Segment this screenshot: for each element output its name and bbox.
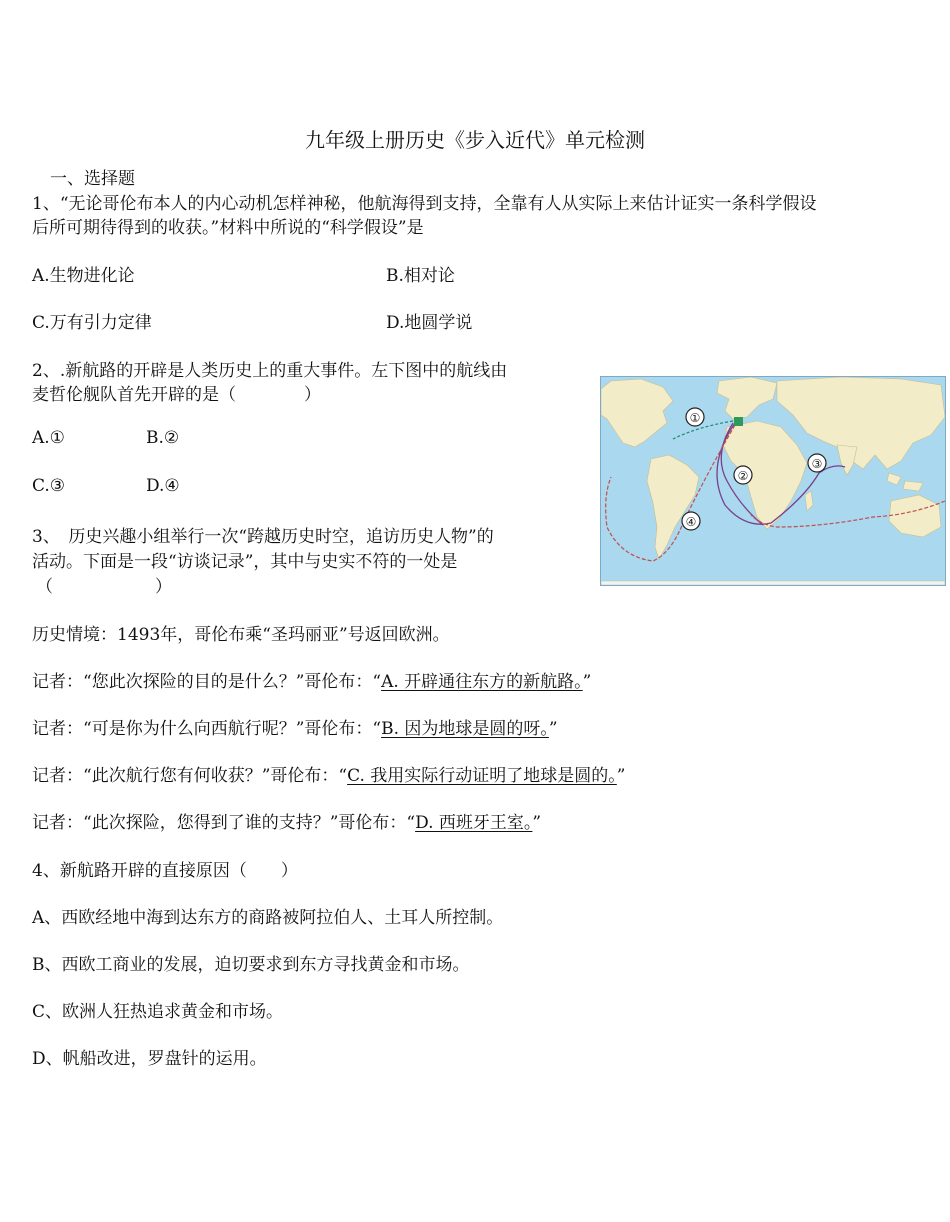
q2-option-c: C.③ [32, 476, 66, 496]
navigation-routes-map [600, 376, 946, 586]
q4-option-d: D、帆船改进，罗盘针的运用。 [32, 1049, 267, 1069]
q1-option-d: D.地圆学说 [386, 313, 473, 333]
dialog-answer: C. 我用实际行动证明了地球是圆的。 [347, 766, 617, 786]
q2-option-a: A.① [32, 428, 65, 448]
q1-option-a: A.生物进化论 [32, 266, 135, 286]
q1-option-b: B.相对论 [386, 266, 455, 286]
route-marker-4 [682, 512, 700, 530]
svg-text:②: ② [737, 469, 749, 483]
route-marker-2 [734, 466, 752, 484]
q3-dialog-c [32, 761, 626, 786]
dialog-close-quote: ” [548, 719, 558, 739]
section-heading: 一、选择题 [50, 169, 135, 189]
dialog-question: 记者：“此次航行您有何收获？”哥伦布：“ [32, 766, 348, 786]
dialog-answer: B. 因为地球是圆的呀。 [381, 719, 549, 739]
q4-option-b: B、西欧工商业的发展，迫切要求到东方寻找黄金和市场。 [32, 955, 470, 975]
dialog-question: 记者：“此次探险，您得到了谁的支持？”哥伦布：“ [32, 813, 416, 833]
q2-option-b: B.② [146, 428, 180, 448]
svg-text:③: ③ [811, 457, 823, 471]
q2-stem-line1: 2、.新航路的开辟是人类历史上的重大事件。左下图中的航线由 [32, 361, 508, 381]
q2-option-d: D.④ [146, 476, 180, 496]
q3-stem-line3: （ ） [36, 577, 172, 597]
q4-option-a: A、西欧经地中海到达东方的商路被阿拉伯人、土耳人所控制。 [32, 908, 504, 928]
q3-dialog-b [32, 714, 558, 739]
q3-stem-line2: 活动。下面是一段“访谈记录”，其中与史实不符的一处是 [32, 552, 458, 572]
dialog-close-quote: ” [616, 766, 626, 786]
route-marker-3 [808, 454, 826, 472]
route-marker-1 [686, 408, 704, 426]
q3-dialog-a [32, 667, 591, 692]
iberia-marker [734, 417, 743, 426]
q3-dialog-d [32, 808, 541, 833]
dialog-answer: D. 西班牙王室。 [415, 813, 533, 833]
svg-text:①: ① [689, 411, 701, 425]
dialog-answer: A. 开辟通往东方的新航路。 [381, 672, 583, 692]
dialog-close-quote: ” [532, 813, 542, 833]
world-map-svg [601, 377, 945, 585]
q3-context: 历史情境：1493年，哥伦布乘“圣玛丽亚”号返回欧洲。 [32, 625, 450, 645]
dialog-question: 记者：“可是你为什么向西航行呢？”哥伦布：“ [32, 719, 382, 739]
antarctica-land [601, 581, 945, 585]
svg-text:④: ④ [685, 515, 697, 529]
page-title: 九年级上册历史《步入近代》单元检测 [305, 128, 645, 152]
q1-stem-line1: 1、“无论哥伦布本人的内心动机怎样神秘，他航海得到支持，全靠有人从实际上来估计证实一条科学假设 [32, 194, 817, 214]
q1-stem-line2: 后所可期待得到的收获。”材料中所说的“科学假设”是 [32, 218, 424, 238]
q1-option-c: C.万有引力定律 [32, 313, 152, 333]
q2-stem-line2: 麦哲伦舰队首先开辟的是（ ） [32, 385, 321, 405]
dialog-question: 记者：“您此次探险的目的是什么？”哥伦布：“ [32, 672, 382, 692]
dialog-close-quote: ” [582, 672, 592, 692]
q4-stem: 4、新航路开辟的直接原因（ ） [32, 861, 298, 881]
q3-stem-line1: 3、 历史兴趣小组举行一次“跨越历史时空，追访历史人物”的 [32, 527, 494, 547]
q4-option-c: C、欧洲人狂热追求黄金和市场。 [32, 1002, 284, 1022]
